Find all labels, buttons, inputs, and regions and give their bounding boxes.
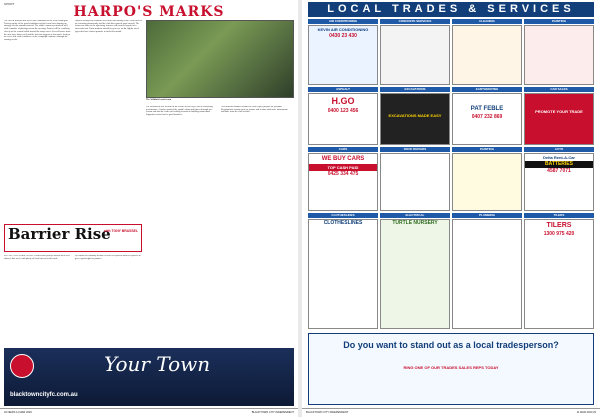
category-row-4 xyxy=(308,213,594,218)
right-footer-left: BLACKTOWN CITY INDEPENDENT xyxy=(306,411,349,414)
cat-2-3: EARTHMOVING xyxy=(452,87,522,92)
cat-4-1: CLOTHESLINES xyxy=(308,213,378,218)
cat-1-4: PAINTING xyxy=(524,19,594,24)
category-row-3 xyxy=(308,147,594,152)
left-footer-right: BLACKTOWN CITY INDEPENDENT xyxy=(251,411,294,414)
trades-masthead: LOCAL TRADES & SERVICES xyxy=(308,2,594,17)
banner-url[interactable]: blacktowncityfc.com.au xyxy=(10,392,78,398)
ad-tilers: TILERS 1300 975 420 xyxy=(524,219,594,329)
club-banner xyxy=(4,348,294,406)
cat-1-2: CONCRETE SERVICES xyxy=(380,19,450,24)
ad-delta: Delta Rent-A-Car BATTERIES 4587 7071 xyxy=(524,153,594,211)
cat-3-4: AUTO xyxy=(524,147,594,152)
cat-3-2: ROOF REPAIRS xyxy=(380,147,450,152)
right-footer xyxy=(302,408,600,417)
barrier-col-2: Selections for Saturday include several well-placed runners expected to give a good sight for punters. xyxy=(75,255,141,260)
ad-cleaning xyxy=(452,25,522,85)
left-footer-left: 22 NEWS 11 MAR 2020 xyxy=(4,411,32,414)
barrier-byline: with TONY BRASSEL xyxy=(103,229,138,233)
article-col-3: The Blacktown side kicked off the season in fine style with a convincing performance. Coaches praised the squad's effort and fitness through pre-season and said the team was looking forward to building momentum. Supporters turned out in good numbers. xyxy=(146,106,213,117)
ad-pat: PAT FEBLE 0407 232 869 xyxy=(452,93,522,145)
cat-4-4: TILERS xyxy=(524,213,594,218)
ad-promote: PROMOTE YOUR TRADE xyxy=(524,93,594,145)
cat-2-4: CAR SALES xyxy=(524,87,594,92)
club-logo xyxy=(10,354,34,378)
right-page xyxy=(302,0,600,417)
ad-hgo: H.GO 0400 123 456 xyxy=(308,93,378,145)
ad-buycars: WE BUY CARS TOP CASH PAID 0425 334 475 xyxy=(308,153,378,211)
cat-3-1: CARS xyxy=(308,147,378,152)
cat-2-2: EXCAVATIONS xyxy=(380,87,450,92)
section-label: SPORT xyxy=(4,2,15,6)
cat-2-1: ASPHALT xyxy=(308,87,378,92)
ad-excavations: EXCAVATIONS MADE EASY xyxy=(380,93,450,145)
left-footer xyxy=(0,408,298,417)
ad-turtle: TURTLE NURSERY xyxy=(380,219,450,329)
cat-1-3: CLEANING xyxy=(452,19,522,24)
article-col-4: Club officials thanked volunteers who helped prepare the grounds. Registrations remain open for juniors and seniors with more information available from the club website. xyxy=(221,106,288,114)
photo-caption: The Wildfield coach team xyxy=(146,99,172,101)
barrier-col-1: RACING AND FORM GUIDE. Trainers and jockeys discuss their best chances this week with plenty of local interest at the track. xyxy=(4,255,70,260)
article-col-2: Harness racing also continues at Penrith with strong fields. Local drivers are featuring prominently and the club has reported good crowds. The focus now turns to the upcoming features with owners hopeful of a successful run. Form students should keep an eye on the lightly raced types that have shown promise in trials this month. xyxy=(75,20,142,33)
category-row-2 xyxy=(308,87,594,92)
article-col-1: The race at Rosehill this week was a standout for the local contingent. Trainers spoke of the good conditions and the form lines shaping up strongly for the autumn carnival. The stable's runners performed well, with a number of placings across the meeting. Punters will be watching closely as the season builds toward the major races. Several horses from the area have drawn well and the forecast suggests a firm track. Jockeys are set to ride with confidence as the campaign continues through the coming weeks. xyxy=(4,20,71,41)
ad-row-4 xyxy=(308,219,594,329)
ad-row-1 xyxy=(308,25,594,85)
cat-1-1: AIR CONDITIONING xyxy=(308,19,378,24)
left-page xyxy=(0,0,298,417)
right-footer-right: 11 MAR 2020 23 xyxy=(576,411,596,414)
ad-kevin: KEVIN AIR CONDITIONING 0430 23 430 xyxy=(308,25,378,85)
ad-concrete xyxy=(380,25,450,85)
ad-plumbing-2 xyxy=(452,219,522,329)
ad-row-2 xyxy=(308,93,594,145)
ad-painting xyxy=(452,153,522,211)
cat-4-2: ELECTRICAL xyxy=(380,213,450,218)
ad-row-3 xyxy=(308,153,594,211)
banner-text: Your Town xyxy=(104,352,211,376)
masthead: HARPO'S MARKS xyxy=(73,4,225,20)
ad-roofing xyxy=(380,153,450,211)
ad-plumbing xyxy=(524,25,594,85)
barrier-title: Barrier Rise xyxy=(8,225,111,243)
barrier-box xyxy=(4,224,142,252)
category-row-1 xyxy=(308,19,594,24)
trades-promo-box: Do you want to stand out as a local tradesperson? RING ONE OF OUR TRADES SALES REPS TODAY xyxy=(308,333,594,405)
cat-4-3: PLUMBING xyxy=(452,213,522,218)
cat-3-3: PAINTING xyxy=(452,147,522,152)
ad-clotheslines: CLOTHESLINES xyxy=(308,219,378,329)
photo xyxy=(146,20,294,98)
